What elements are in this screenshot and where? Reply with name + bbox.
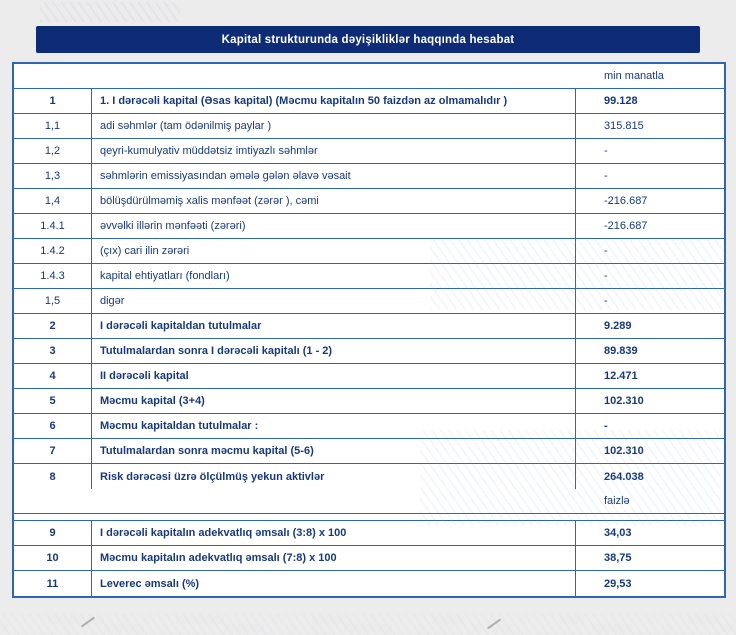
row-number: 1.4.2 <box>14 239 92 263</box>
row-label: kapital ehtiyatları (fondları) <box>92 264 576 288</box>
row-label: Məcmu kapital (3+4) <box>92 389 576 413</box>
row-value: 34,03 <box>604 527 632 539</box>
row-label: səhmlərin emissiyasından əmələ gələn əlavə vəsait <box>92 164 576 188</box>
row-number: 1,1 <box>14 114 92 138</box>
row-label: adi səhmlər (tam ödənilmiş paylar ) <box>92 114 576 138</box>
unit-row-faiz <box>14 489 724 514</box>
scan-mark <box>81 617 95 628</box>
report-title-bar <box>36 26 700 53</box>
row-value: 9.289 <box>604 320 632 332</box>
table-row <box>14 364 724 389</box>
row-value: - <box>604 270 608 282</box>
row-value: 102.310 <box>604 395 644 407</box>
row-label: Risk dərəcəsi üzrə ölçülmüş yekun aktivlər <box>92 464 576 489</box>
row-value: - <box>604 170 608 182</box>
row-value: - <box>604 420 608 432</box>
rows-faiz-section <box>14 521 724 596</box>
row-label: Leverec əmsalı (%) <box>92 571 576 596</box>
row-value: 99.128 <box>604 95 638 107</box>
rows-manat-section <box>14 89 724 489</box>
table-row <box>14 239 724 264</box>
section-spacer <box>14 514 724 521</box>
watermark-pattern <box>0 614 736 635</box>
row-label: bölüşdürülməmiş xalis mənfəət (zərər ), cəmi <box>92 189 576 213</box>
row-number: 1,5 <box>14 289 92 313</box>
row-number: 9 <box>14 521 92 545</box>
row-value: 315.815 <box>604 120 644 132</box>
row-number: 1,2 <box>14 139 92 163</box>
table-row <box>14 114 724 139</box>
table-row <box>14 464 724 489</box>
row-label: əvvəlki illərin mənfəəti (zərəri) <box>92 214 576 238</box>
row-value: 29,53 <box>604 577 632 590</box>
row-number: 1 <box>14 89 92 113</box>
row-value: - <box>604 245 608 257</box>
row-label: qeyri-kumulyativ müddətsiz imtiyazlı səhmlər <box>92 139 576 163</box>
watermark-pattern <box>40 2 180 22</box>
row-number: 1,4 <box>14 189 92 213</box>
table-row <box>14 414 724 439</box>
row-number: 1,3 <box>14 164 92 188</box>
row-value: 12.471 <box>604 370 638 382</box>
unit-label-faiz: faizlə <box>604 495 630 507</box>
table-row <box>14 289 724 314</box>
row-number: 3 <box>14 339 92 363</box>
table-row <box>14 439 724 464</box>
row-label: I dərəcəli kapitaldan tutulmalar <box>92 314 576 338</box>
capital-structure-table <box>12 62 726 598</box>
row-value: 102.310 <box>604 445 644 457</box>
table-row <box>14 389 724 414</box>
table-row <box>14 314 724 339</box>
row-number: 10 <box>14 546 92 570</box>
row-label: Tutulmalardan sonra məcmu kapital (5-6) <box>92 439 576 463</box>
row-number: 4 <box>14 364 92 388</box>
table-row <box>14 264 724 289</box>
row-label: Məcmu kapitaldan tutulmalar : <box>92 414 576 438</box>
row-number: 2 <box>14 314 92 338</box>
row-label: Məcmu kapitalın adekvatlıq əmsalı (7:8) x 100 <box>92 546 576 570</box>
unit-label-manat: min manatla <box>604 70 664 82</box>
row-label: 1. I dərəcəli kapital (Əsas kapital) (Məcmu kapitalın 50 faizdən az olmamalıdır ) <box>92 89 576 113</box>
row-value: - <box>604 295 608 307</box>
row-value: 89.839 <box>604 345 638 357</box>
table-row <box>14 139 724 164</box>
row-label: Tutulmalardan sonra I dərəcəli kapitalı (1 - 2) <box>92 339 576 363</box>
row-value: 38,75 <box>604 552 632 564</box>
row-label: digər <box>92 289 576 313</box>
table-row <box>14 546 724 571</box>
unit-row-manat <box>14 64 724 89</box>
table-row <box>14 571 724 596</box>
table-row <box>14 339 724 364</box>
report-title: Kapital strukturunda dəyişikliklər haqqında hesabat <box>221 33 515 46</box>
table-row <box>14 214 724 239</box>
row-number: 7 <box>14 439 92 463</box>
row-label: II dərəcəli kapital <box>92 364 576 388</box>
row-value: -216.687 <box>604 220 648 232</box>
table-row <box>14 164 724 189</box>
row-number: 11 <box>14 571 92 596</box>
row-number: 1.4.1 <box>14 214 92 238</box>
table-row <box>14 521 724 546</box>
row-number: 5 <box>14 389 92 413</box>
row-number: 8 <box>14 464 92 489</box>
table-row <box>14 189 724 214</box>
row-number: 1.4.3 <box>14 264 92 288</box>
row-label: I dərəcəli kapitalın adekvatlıq əmsalı (3:8) x 100 <box>92 521 576 545</box>
row-value: -216.687 <box>604 195 648 207</box>
scan-mark <box>487 619 501 630</box>
row-value: - <box>604 145 608 157</box>
table-row <box>14 89 724 114</box>
row-label: (çıx) cari ilin zərəri <box>92 239 576 263</box>
row-value: 264.038 <box>604 470 644 483</box>
row-number: 6 <box>14 414 92 438</box>
